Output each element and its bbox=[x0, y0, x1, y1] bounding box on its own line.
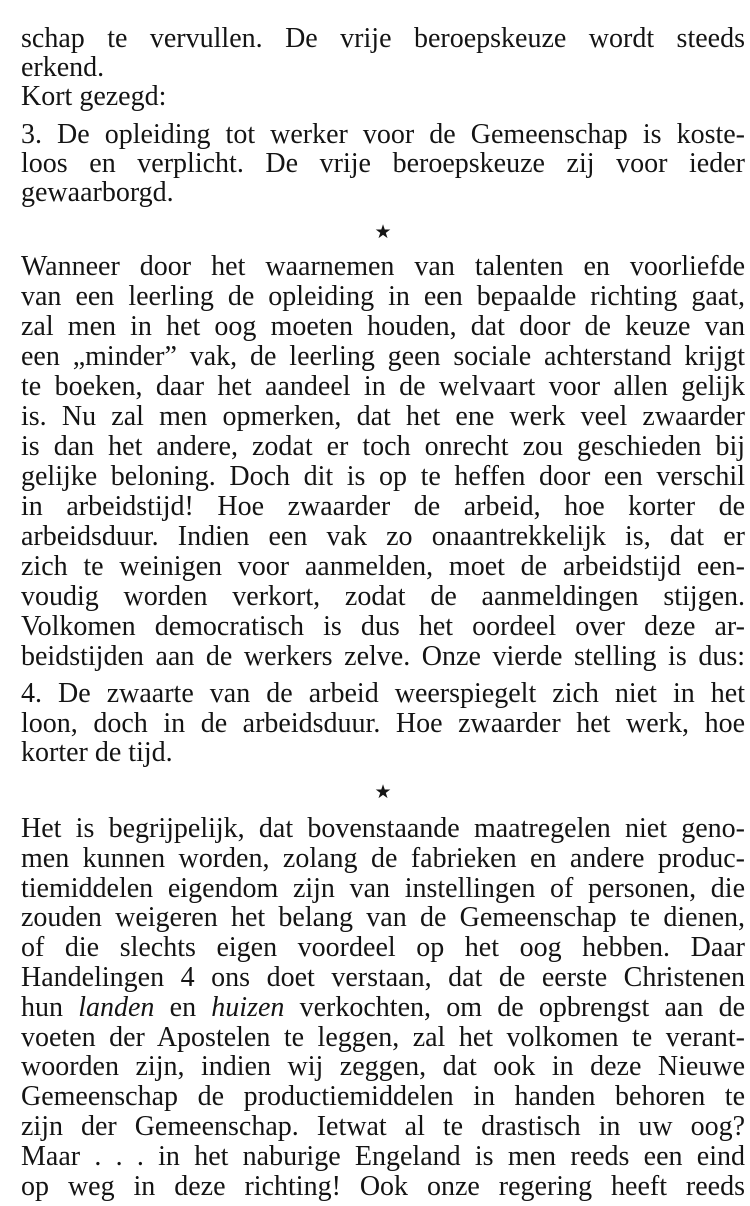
text-line: 3. De opleiding tot werker voor de Gemeenschap is koste- bbox=[21, 120, 745, 149]
text-line: 4. De zwaarte van de arbeid weerspiegelt zich niet in het bbox=[21, 679, 745, 709]
text-line: beidstijden aan de werkers zelve. Onze vierde stelling is dus: bbox=[21, 642, 745, 672]
text-line: arbeidsduur. Indien een vak zo onaantrekkelijk is, dat er bbox=[21, 522, 745, 552]
text-line: loos en verplicht. De vrije beroepskeuze zij voor ieder bbox=[21, 149, 745, 178]
text-line: te boeken, daar het aandeel in de welvaart voor allen gelijk bbox=[21, 372, 745, 402]
text-line: Het is begrijpelijk, dat bovenstaande maatregelen niet geno- bbox=[21, 814, 745, 844]
text-line: men kunnen worden, zolang de fabrieken en andere produc- bbox=[21, 843, 745, 874]
italic-word: landen bbox=[78, 992, 155, 1023]
text-segment: en bbox=[154, 992, 212, 1023]
text-line: loon, doch in de arbeidsduur. Hoe zwaarder het werk, hoe bbox=[21, 708, 745, 738]
text-line: voudig worden verkort, zodat de aanmeldingen stijgen. bbox=[21, 582, 745, 612]
text-line: Handelingen 4 ons doet verstaan, dat de eerste Christenen bbox=[21, 962, 745, 993]
text-line: Maar . . . in het naburige Engeland is men reeds een eind bbox=[21, 1141, 745, 1172]
text-line: is dan het andere, zodat er toch onrecht zou geschieden bij bbox=[21, 432, 745, 462]
star-separator-icon: ★ bbox=[374, 781, 392, 803]
text-line: erkend. bbox=[21, 53, 105, 82]
text-line: zijn der Gemeenschap. Ietwat al te drastisch in uw oog? bbox=[21, 1111, 745, 1142]
italic-word: huizen bbox=[211, 992, 285, 1023]
text-line: woorden zijn, indien wij zeggen, dat ook in deze Nieuwe bbox=[21, 1052, 745, 1083]
text-line: zich te weinigen voor aanmelden, moet de arbeidstijd een- bbox=[21, 552, 745, 582]
text-line: Wanneer door het waarnemen van talenten en voorliefde bbox=[21, 252, 745, 282]
paragraph bbox=[21, 252, 745, 672]
text-line: korter de tijd. bbox=[21, 738, 173, 768]
text-line: een „minder” vak, de leerling geen sociale achterstand krijgt bbox=[21, 342, 745, 372]
text-line: zal men in het oog moeten houden, dat door de keuze van bbox=[21, 312, 745, 342]
text-line: gelijke beloning. Doch dit is op te heffen door een verschil bbox=[21, 462, 745, 492]
text-line: is. Nu zal men opmerken, dat het ene werk veel zwaarder bbox=[21, 402, 745, 432]
text-line: op weg in deze richting! Ook onze regering heeft reeds bbox=[21, 1171, 745, 1202]
paragraph bbox=[21, 814, 745, 1201]
text-line: Gemeenschap de productiemiddelen in handen behoren te bbox=[21, 1082, 745, 1112]
text-line: gewaarborgd. bbox=[21, 178, 174, 207]
text-segment: verkochten, om de opbrengst aan de bbox=[284, 992, 745, 1023]
thesis-4 bbox=[21, 679, 745, 768]
text-line: van een leerling de opleiding in een bepaalde richting gaat, bbox=[21, 282, 745, 312]
text-line: tiemiddelen eigendom zijn van instellingen of personen, die bbox=[21, 873, 745, 904]
text-line bbox=[21, 993, 745, 1023]
thesis-3 bbox=[21, 120, 745, 207]
text-line: zouden weigeren het belang van de Gemeenschap te dienen, bbox=[21, 903, 745, 934]
text-line: Volkomen democratisch is dus het oordeel over deze ar- bbox=[21, 612, 745, 642]
text-line: schap te vervullen. De vrije beroepskeuze wordt steeds bbox=[21, 24, 745, 53]
paragraph-continuation bbox=[21, 24, 745, 111]
text-line: of die slechts eigen voordeel op het oog hebben. Daar bbox=[21, 933, 745, 963]
text-line: in arbeidstijd! Hoe zwaarder de arbeid, hoe korter de bbox=[21, 492, 745, 522]
text-line: Kort gezegd: bbox=[21, 82, 167, 111]
text-segment: hun bbox=[21, 992, 79, 1023]
star-separator-icon: ★ bbox=[374, 221, 392, 243]
text-line: voeten der Apostelen te leggen, zal het volkomen te verant- bbox=[21, 1022, 745, 1053]
